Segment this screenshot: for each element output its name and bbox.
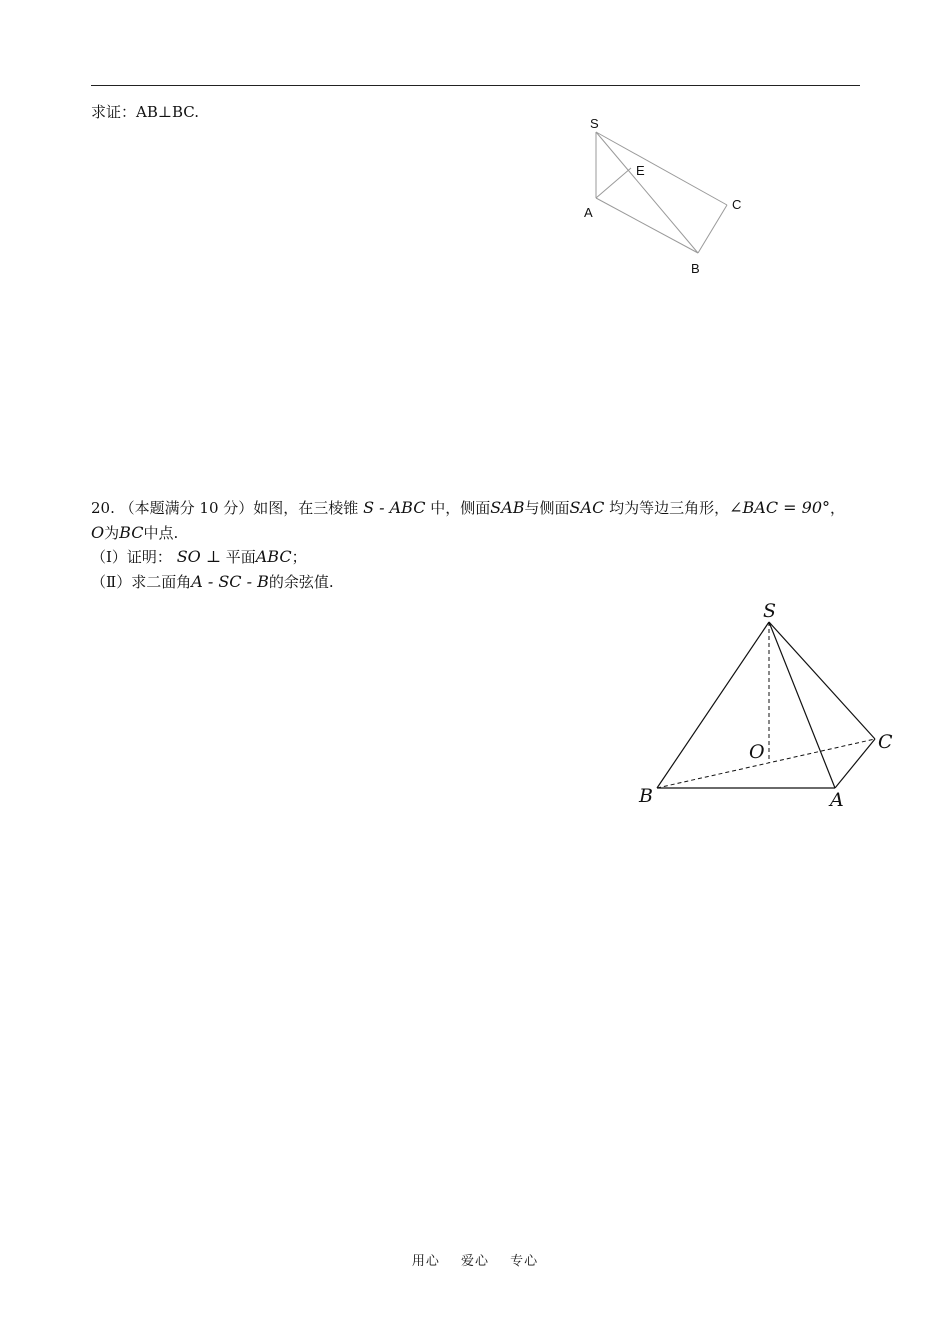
label-O: O — [749, 741, 765, 763]
label-A: A — [830, 789, 844, 811]
q20-text: 中点. — [143, 524, 179, 542]
label-C: C — [732, 197, 742, 212]
label-E: E — [636, 163, 645, 178]
q20-part1 — [91, 547, 307, 567]
q20-text: 与侧面 — [524, 499, 570, 517]
footer-item: 爱心 — [460, 1254, 489, 1269]
edge-AC — [835, 739, 875, 788]
q20-text: 的余弦值. — [268, 573, 334, 591]
figure-pyramid-q20 — [630, 595, 900, 815]
part1-label: （Ⅰ）证明： — [91, 548, 172, 566]
math-sac: SAC — [569, 498, 605, 517]
edge-SB — [596, 132, 698, 253]
q20-text: 平面 — [225, 548, 256, 566]
q20-text: 均为等边三角形， — [609, 499, 730, 517]
edge-BC — [698, 205, 727, 253]
q20-line1 — [91, 498, 845, 518]
math-dihedral: A - SC - B — [191, 572, 269, 591]
q20-part2 — [91, 572, 334, 592]
math-o: O — [91, 523, 105, 542]
figure-tetrahedron-prev — [570, 110, 770, 285]
label-S: S — [590, 116, 599, 131]
header-rule — [91, 85, 860, 86]
math-sab: SAB — [490, 498, 525, 517]
page-footer — [0, 1250, 950, 1269]
q20-score-note: （本题满分 10 分） — [119, 499, 254, 517]
footer-item: 专心 — [510, 1254, 539, 1269]
prove-statement: 求证：AB⊥BC. — [91, 103, 199, 121]
q20-text: ； — [291, 548, 307, 566]
q20-text: 中，侧面 — [430, 499, 491, 517]
label-B: B — [691, 261, 700, 276]
edge-SC — [769, 622, 875, 739]
edge-BC-hidden — [657, 739, 875, 788]
edge-SA — [769, 622, 835, 788]
q20-number: 20. — [91, 499, 115, 517]
q20-text: 如图，在三棱锥 — [253, 499, 359, 517]
label-A: A — [584, 205, 593, 220]
edge-SC — [596, 132, 727, 205]
q20-text: ， — [830, 499, 846, 517]
label-S: S — [763, 600, 777, 622]
label-C: C — [878, 731, 893, 753]
math-so-perp: SO ⊥ — [176, 547, 221, 566]
edge-AB — [596, 198, 698, 253]
q20-text: 为 — [104, 524, 120, 542]
math-angle: ∠BAC = 90° — [729, 498, 831, 517]
edge-AE — [596, 168, 631, 198]
math-pyramid: S - ABC — [363, 498, 426, 517]
edge-SB — [657, 622, 769, 788]
math-bc: BC — [119, 523, 144, 542]
label-B: B — [639, 785, 653, 807]
footer-item: 用心 — [411, 1254, 440, 1269]
part2-label: （Ⅱ）求二面角 — [91, 573, 192, 591]
q20-line2 — [91, 523, 178, 543]
math-abc: ABC — [255, 547, 292, 566]
